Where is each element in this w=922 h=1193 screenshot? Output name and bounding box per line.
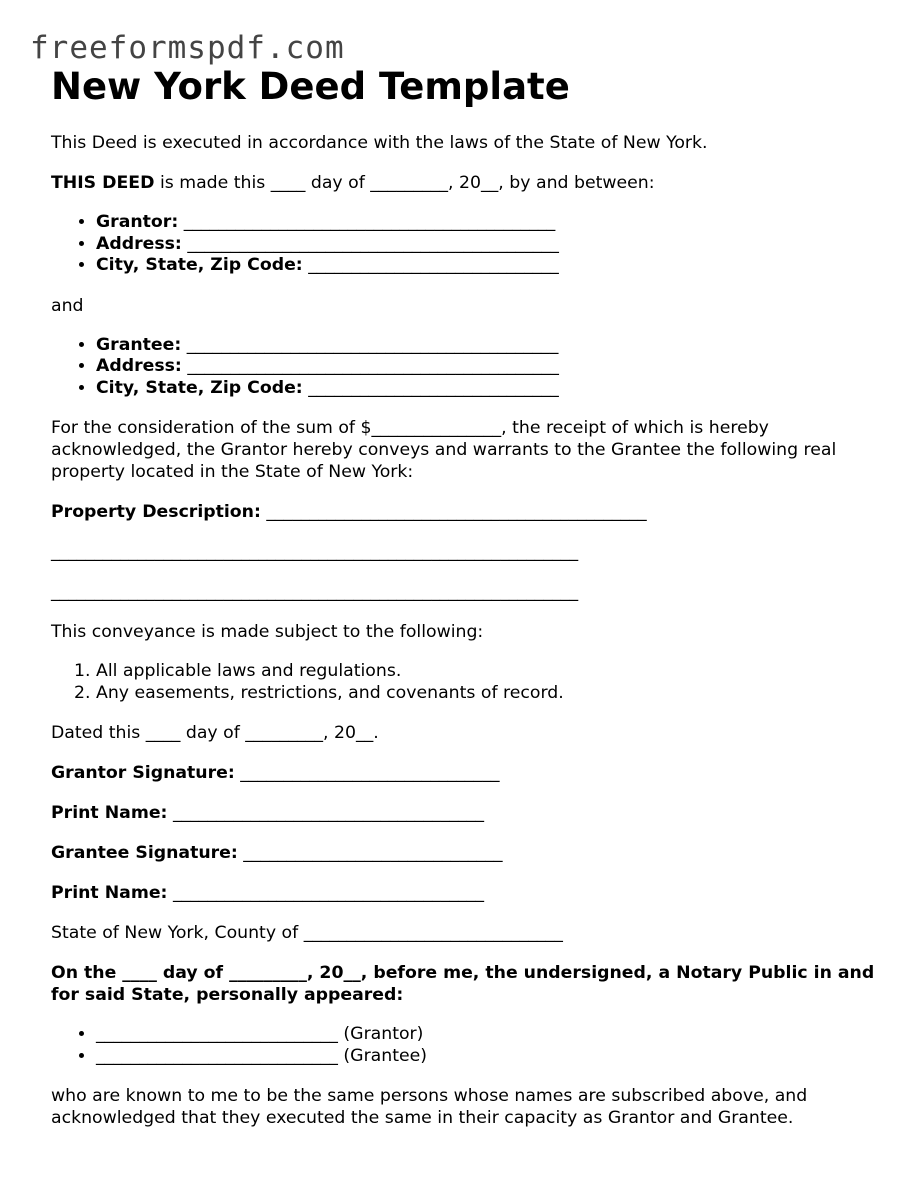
- subject-intro: This conveyance is made subject to the following:: [51, 622, 484, 642]
- deed-date-text: is made this ____ day of _________, 20__, by and between:: [154, 173, 655, 193]
- grantee-fields: [51, 335, 881, 400]
- dated-line[interactable]: Dated this ____ day of _________, 20__.: [51, 723, 379, 743]
- field-blank: ______________________________: [234, 763, 500, 783]
- grantee-print-name-field[interactable]: [51, 882, 881, 904]
- property-description-line-2[interactable]: _____________________________________________________________: [51, 582, 579, 602]
- document-title: New York Deed Template: [51, 65, 570, 108]
- grantor-signature-field[interactable]: [51, 762, 881, 784]
- site-watermark: freeformspdf.com: [30, 30, 345, 66]
- field-blank: ____________________________________: [167, 803, 485, 823]
- grantee-name-field[interactable]: [96, 335, 881, 357]
- property-description-field[interactable]: [51, 501, 881, 523]
- field-label: Grantor:: [96, 212, 179, 232]
- field-label: Grantor Signature:: [51, 763, 235, 783]
- field-label: City, State, Zip Code:: [96, 255, 303, 275]
- and-text: and: [51, 295, 84, 316]
- appeared-grantor-field[interactable]: • ____________________________ (Grantor): [96, 1024, 881, 1046]
- field-blank: ____________________________________________: [260, 502, 647, 522]
- deed-document: [51, 64, 881, 1129]
- appeared-list: [51, 1024, 881, 1067]
- grantee-signature-field[interactable]: [51, 842, 881, 864]
- grantor-name-field[interactable]: [96, 212, 881, 234]
- field-label: Grantee Signature:: [51, 843, 238, 863]
- field-blank: ___________________________________________: [178, 212, 556, 232]
- field-label: Print Name:: [51, 803, 168, 823]
- field-label: City, State, Zip Code:: [96, 377, 303, 398]
- field-blank: _____________________________: [302, 255, 559, 275]
- deed-date-line: [51, 172, 881, 194]
- field-label: Print Name:: [51, 883, 168, 903]
- deed-keyword: THIS DEED: [51, 173, 155, 193]
- grantor-city-state-zip-field[interactable]: [96, 255, 881, 277]
- field-label: Address:: [96, 356, 182, 376]
- field-blank: ___________________________________________: [181, 356, 559, 376]
- conditions-list: [51, 661, 881, 704]
- field-blank: ______________________________: [237, 843, 503, 863]
- grantee-city-state-zip-field[interactable]: [96, 378, 881, 400]
- consideration-paragraph: For the consideration of the sum of $_______________, the receipt of which is hereby acknowledged, the Grantor hereby conveys and warrants to the Grantee the following real property located in the State of New York:: [51, 418, 837, 482]
- condition-item: 2. Any easements, restrictions, and covenants of record.: [96, 683, 881, 705]
- county-field[interactable]: State of New York, County of ______________________________: [51, 923, 563, 943]
- grantor-fields: [51, 212, 881, 277]
- field-label: Address:: [96, 233, 182, 254]
- appeared-grantee-field[interactable]: • ____________________________ (Grantee): [96, 1046, 881, 1068]
- field-blank: ___________________________________________: [181, 233, 559, 254]
- field-blank: ____________________________________: [167, 883, 485, 903]
- intro-paragraph: This Deed is executed in accordance with the laws of the State of New York.: [51, 133, 708, 153]
- notary-statement: On the ____ day of _________, 20__, before me, the undersigned, a Notary Public in and for said State, personally appeared:: [51, 963, 875, 1005]
- property-description-line-1[interactable]: _____________________________________________________________: [51, 542, 579, 562]
- condition-item: 1. All applicable laws and regulations.: [96, 661, 881, 683]
- field-blank: ___________________________________________: [181, 334, 559, 355]
- grantee-address-field[interactable]: [96, 356, 881, 378]
- field-blank: _____________________________: [302, 377, 559, 398]
- closing-paragraph: who are known to me to be the same persons whose names are subscribed above, and acknowledged that they executed the same in their capacity as Grantor and Grantee.: [51, 1086, 808, 1128]
- field-label: Property Description:: [51, 502, 261, 522]
- field-label: Grantee:: [96, 334, 182, 355]
- grantor-print-name-field[interactable]: [51, 802, 881, 824]
- grantor-address-field[interactable]: [96, 234, 881, 256]
